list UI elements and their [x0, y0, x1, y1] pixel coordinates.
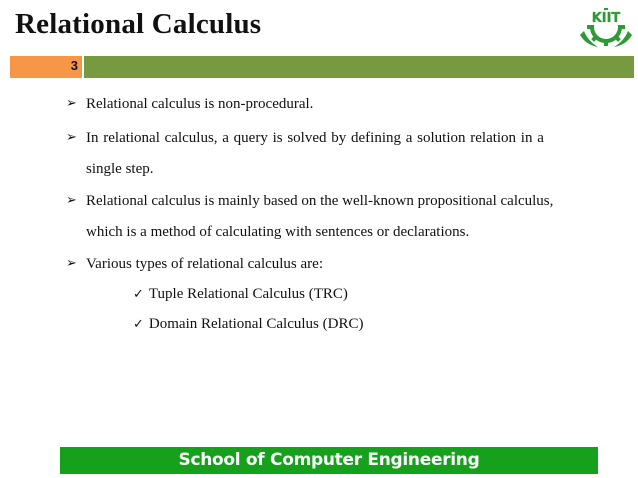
sub-bullet-text: Domain Relational Calculus (DRC) [148, 316, 364, 332]
bullet-text: In relational calculus, a query is solved by defining a solution relation in a [86, 130, 544, 146]
arrow-bullet-icon: ➢ [66, 96, 77, 111]
bullet-text-continued: single step. [86, 161, 154, 177]
bullet-text-continued: which is a method of calculating with sentences or declarations. [86, 224, 470, 240]
checkmark-icon: ✓ [133, 317, 144, 332]
page-number: 3 [70, 58, 78, 73]
page-number-box [10, 56, 82, 78]
kiit-logo [578, 5, 634, 49]
slide-title: Relational Calculus [15, 8, 262, 40]
arrow-bullet-icon: ➢ [66, 193, 77, 208]
arrow-bullet-icon: ➢ [66, 256, 77, 271]
header-green-bar [84, 56, 634, 78]
arrow-bullet-icon: ➢ [66, 130, 77, 145]
sub-bullet-item [133, 279, 348, 310]
svg-text:KIIT: KIIT [591, 11, 621, 26]
sub-bullet-item [133, 309, 363, 340]
footer-bar [60, 447, 598, 474]
bullet-text: Relational calculus is non-procedural. [86, 96, 314, 112]
bullet-text: Relational calculus is mainly based on the well-known propositional calculus, [86, 193, 554, 209]
sub-bullet-text: Tuple Relational Calculus (TRC) [148, 286, 348, 302]
footer-text: School of Computer Engineering [178, 450, 480, 470]
header-bar [10, 56, 634, 78]
bullet-text: Various types of relational calculus are: [86, 256, 323, 272]
checkmark-icon: ✓ [133, 287, 144, 302]
